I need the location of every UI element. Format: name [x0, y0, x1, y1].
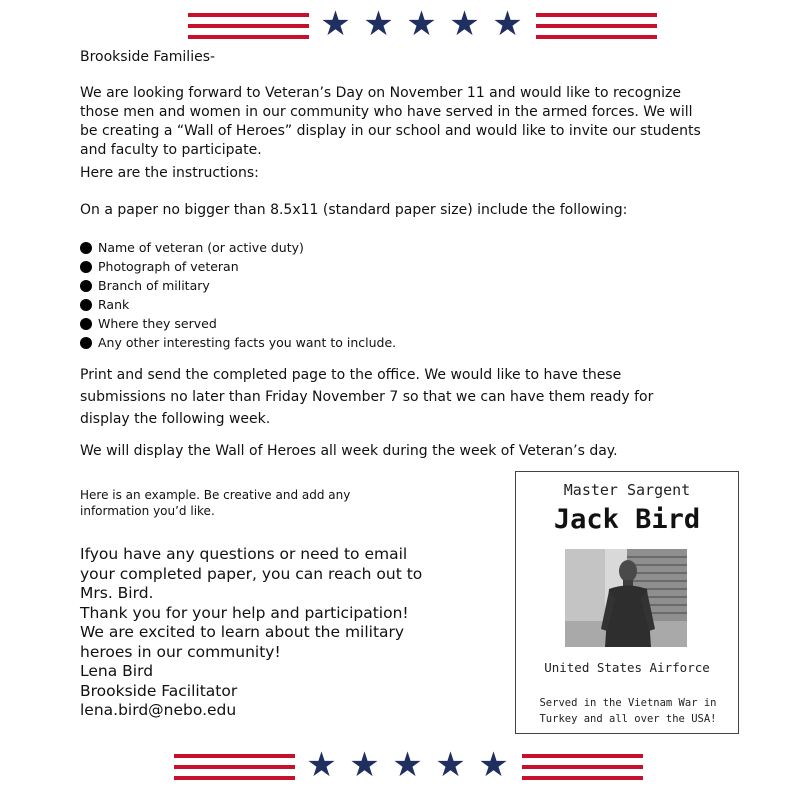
stripes-right [536, 13, 657, 39]
submission-paragraph: Print and send the completed page to the office. We would like to have these submissions no later than Friday November 7 so that we can have them ready for display the following week. [80, 367, 654, 427]
bullet-icon [80, 242, 92, 254]
star-icon: ★ [363, 4, 394, 44]
star-icon: ★ [478, 745, 509, 785]
top-banner [0, 4, 800, 44]
soldier-photo-icon [565, 549, 687, 647]
requirements-list [80, 238, 396, 352]
veteran-service: Served in the Vietnam War in Turkey and all over the USA! [539, 697, 717, 725]
star-icon: ★ [449, 4, 480, 44]
display-week: We will display the Wall of Heroes all week during the week of Veteran’s day. [80, 443, 618, 459]
list-item: Branch of military [80, 276, 396, 295]
bottom-banner [0, 745, 800, 785]
paper-rule: On a paper no bigger than 8.5x11 (standard paper size) include the following: [80, 202, 628, 218]
contact-line: We are excited to learn about the military [80, 623, 405, 641]
contact-line: Mrs. Bird. [80, 584, 154, 602]
contact-line: Ifyou have any questions or need to email [80, 545, 408, 563]
veteran-branch: United States Airforce [544, 660, 710, 675]
stars-row [319, 4, 524, 44]
star-icon: ★ [306, 745, 337, 785]
intro-paragraph: We are looking forward to Veteran’s Day on November 11 and would like to recognize those men and women in our community who have served in the armed forces. We will be creating a “Wall of Heroes” display in our school and would like to invite our students and faculty to participate. [80, 85, 701, 158]
veteran-photo [565, 549, 687, 647]
bullet-icon [80, 261, 92, 273]
greeting: Brookside Families- [80, 49, 216, 65]
contact-line: Thank you for your help and participation! [80, 603, 409, 622]
bullet-icon [80, 337, 92, 349]
star-icon: ★ [349, 745, 380, 785]
bullet-icon [80, 299, 92, 311]
stripes-left [188, 13, 309, 39]
signature-title: Brookside Facilitator [80, 681, 238, 700]
contact-line: your completed paper, you can reach out to [80, 564, 423, 583]
stars-row [305, 745, 510, 785]
star-icon: ★ [392, 745, 423, 785]
list-item: Any other interesting facts you want to include. [80, 333, 396, 352]
star-icon: ★ [492, 4, 523, 44]
star-icon: ★ [406, 4, 437, 44]
bullet-icon [80, 280, 92, 292]
example-note: Here is an example. Be creative and add any information you’d like. [80, 488, 351, 518]
star-icon: ★ [320, 4, 351, 44]
veteran-name: Jack Bird [553, 504, 701, 535]
list-item: Rank [80, 295, 396, 314]
star-icon: ★ [435, 745, 466, 785]
stripes-right [522, 754, 643, 780]
example-card [515, 471, 739, 734]
list-item: Name of veteran (or active duty) [80, 238, 396, 257]
list-item: Where they served [80, 314, 396, 333]
list-item: Photograph of veteran [80, 257, 396, 276]
veteran-rank: Master Sargent [563, 481, 691, 499]
signature-name: Lena Bird [80, 662, 154, 680]
instructions-heading: Here are the instructions: [80, 165, 259, 181]
email-address: lena.bird@nebo.edu [80, 701, 237, 719]
contact-line: heroes in our community! [80, 642, 281, 661]
stripes-left [174, 754, 295, 780]
bullet-icon [80, 318, 92, 330]
contact-block [80, 545, 440, 721]
